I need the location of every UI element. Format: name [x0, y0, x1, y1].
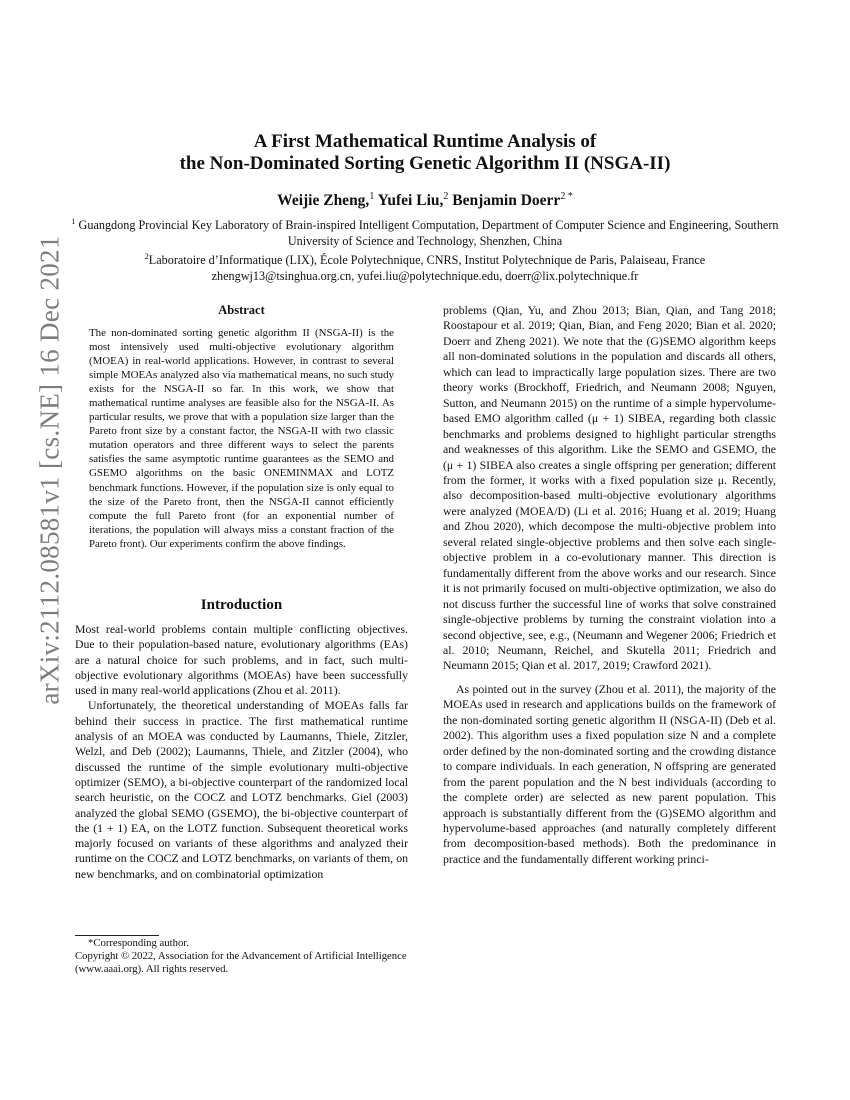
- affiliation-1-sup: 1: [71, 217, 76, 227]
- affiliation-2: [60, 249, 790, 268]
- introduction-body: [75, 622, 408, 882]
- arxiv-id[interactable]: arXiv:2112.08581v1 [cs.NE] 16 Dec 2021: [34, 235, 65, 705]
- affiliation-2-sup: 2: [144, 252, 149, 262]
- abstract-text: The non-dominated sorting genetic algorithm II (NSGA-II) is the most intensively used multi-objective evolutionary algorithm (MOEA) in real-world applications. However, in contrast to several simple MOEAs analyzed also via mathematical means, no such study exists for the NSGA-II so far. In this work, we show that mathematical runtime analyses are feasible also for the NSGA-II. As particular results, we prove that with a population size larger than the Pareto front size by a constant factor, the NSGA-II with two classic mutation operators and three different ways to select the parents satisfies the same asymptotic runtime guarantees as the SEMO and GSEMO algorithms on the basic ONEMINMAX and LOTZ benchmark functions. However, if the population size is only equal to the size of the Pareto front, then the NSGA-II cannot efficiently compute the full Pareto front (for an exponential number of iterations, the population will always miss a constant fraction of the Pareto front). Our experiments confirm the above findings.: [89, 327, 394, 550]
- author-3-sup: 2 *: [560, 191, 573, 202]
- footnotes: [75, 937, 408, 977]
- author-emails[interactable]: zhengwj13@tsinghua.org.cn, yufei.liu@polytechnique.edu, doerr@lix.polytechnique.fr: [211, 269, 639, 284]
- footnote-copyright: Copyright © 2022, Association for the Advancement of Artificial Intelligence (www.aaai.org). All rights reserved.: [75, 950, 407, 976]
- title-line-2: the Non-Dominated Sorting Genetic Algorithm II (NSGA-II): [179, 153, 671, 174]
- author-2: Yufei Liu,: [377, 192, 444, 210]
- right-paragraph-1: problems (Qian, Yu, and Zhou 2013; Bian, Qian, and Tang 2018; Roostapour et al. 2019; Qian, Bian, and Feng 2020; Bian et al. 2020; Doerr and Zheng 2021). We note that the (G)SEMO algorithm keeps all non-dominated solutions in the population and discards all others, which can lead to impractically large population sizes. There are two theory works (Brockhoff, Friedrich, and Neumann 2008; Nguyen, Sutton, and Neumann 2015) on the runtime of a simple hypervolume-based EMO algorithm called (μ + 1) SIBEA, regarding both classic benchmarks and problems designed to highlight particular strengths and weaknesses of this algorithm. Like the SEMO and GSEMO, the (μ + 1) SIBEA also creates a single offspring per generation; different from the former, it works with a fixed population size μ. Recently, also decomposition-based multi-objective evolutionary algorithms were analyzed (MOEA/D) (Li et al. 2016; Huang et al. 2019; Huang and Zhou 2020), which decompose the multi-objective problem into several related single-objective problems and then solve each single-objective problem in a co-evolutionary manner. This direction is fundamentally different from the above works and our research. Since it is not primarily focused on multi-objective optimization, we also do not discuss further the successful line of works that solve constrained single-objective problems by turning the constraint violation into a second objective, see, e.g., (Neumann and Wegener 2006; Friedrich et al. 2010; Neumann, Reichel, and Skutella 2011; Friedrich and Neumann 2015; Qian et al. 2017, 2019; Crawford 2021).: [443, 303, 776, 673]
- paper-title: [60, 131, 790, 175]
- author-1-sup: 1: [369, 191, 375, 202]
- paper-header: [60, 131, 790, 284]
- affiliation-1-text: Guangdong Provincial Key Laboratory of Brain-inspired Intelligent Computation, Department of Computer Science and Engineering, Southern University of Science and Technology, Shenzhen, China: [78, 218, 779, 249]
- footnote-divider: [75, 935, 159, 936]
- introduction-heading: Introduction: [200, 597, 283, 613]
- title-line-1: A First Mathematical Runtime Analysis of: [253, 131, 597, 152]
- abstract-heading: Abstract: [218, 303, 265, 317]
- intro-paragraph-2: Unfortunately, the theoretical understanding of MOEAs falls far behind their success in practice. The first mathematical runtime analysis of an MOEA was conducted by Laumanns, Thiele, Zitzler, Welzl, and Deb (2002); Laumanns, Thiele, and Zitzler (2004), who discussed the runtime of the simple evolutionary multi-objective optimizer (SEMO), a bi-objective counterpart of the randomized local search heuristic, on the COCZ and LOTZ benchmarks. Giel (2003) analyzed the global SEMO (GSEMO), the bi-objective counterpart of the (1 + 1) EA, on the LOTZ function. Subsequent theoretical works majorly focused on variants of these algorithms and analyzed their runtime on the COCZ and LOTZ benchmarks, on variants of them, on new benchmarks, and on combinatorial optimization: [75, 698, 408, 881]
- affiliations: [60, 214, 790, 284]
- right-column: [443, 303, 776, 867]
- footnote-corresponding: *Corresponding author.: [88, 937, 189, 949]
- affiliation-1: [60, 214, 790, 249]
- intro-paragraph-1: Most real-world problems contain multiple conflicting objectives. Due to their population-based nature, evolutionary algorithms (EAs) are a natural choice for such problems, and in fact, such multi-objective evolutionary algorithms (MOEAs) have been successfully used in many real-world applications (Zhou et al. 2011).: [75, 622, 408, 698]
- author-3: Benjamin Doerr: [452, 192, 561, 210]
- right-paragraph-2: As pointed out in the survey (Zhou et al. 2011), the majority of the MOEAs used in research and applications builds on the framework of the non-dominated sorting genetic algorithm II (NSGA-II) (Deb et al. 2002). This algorithm uses a fixed population size N and a complete order defined by the non-dominated sorting and the crowding distance to compare individuals. In each generation, N offspring are generated from the parent population and the N best individuals (according to the complete order) are selected as new parent population. This approach is substantially different from the (G)SEMO algorithm and hypervolume-based approaches (and naturally completely different from decomposition-based methods). Both the predominance in practice and the fundamentally different working princi-: [443, 681, 776, 866]
- author-1: Weijie Zheng,: [277, 192, 370, 210]
- author-2-sup: 2: [443, 191, 449, 202]
- author-list: [60, 188, 790, 210]
- affiliation-2-text: Laboratoire d’Informatique (LIX), École Polytechnique, CNRS, Institut Polytechnique de Paris, Palaiseau, France: [148, 253, 706, 268]
